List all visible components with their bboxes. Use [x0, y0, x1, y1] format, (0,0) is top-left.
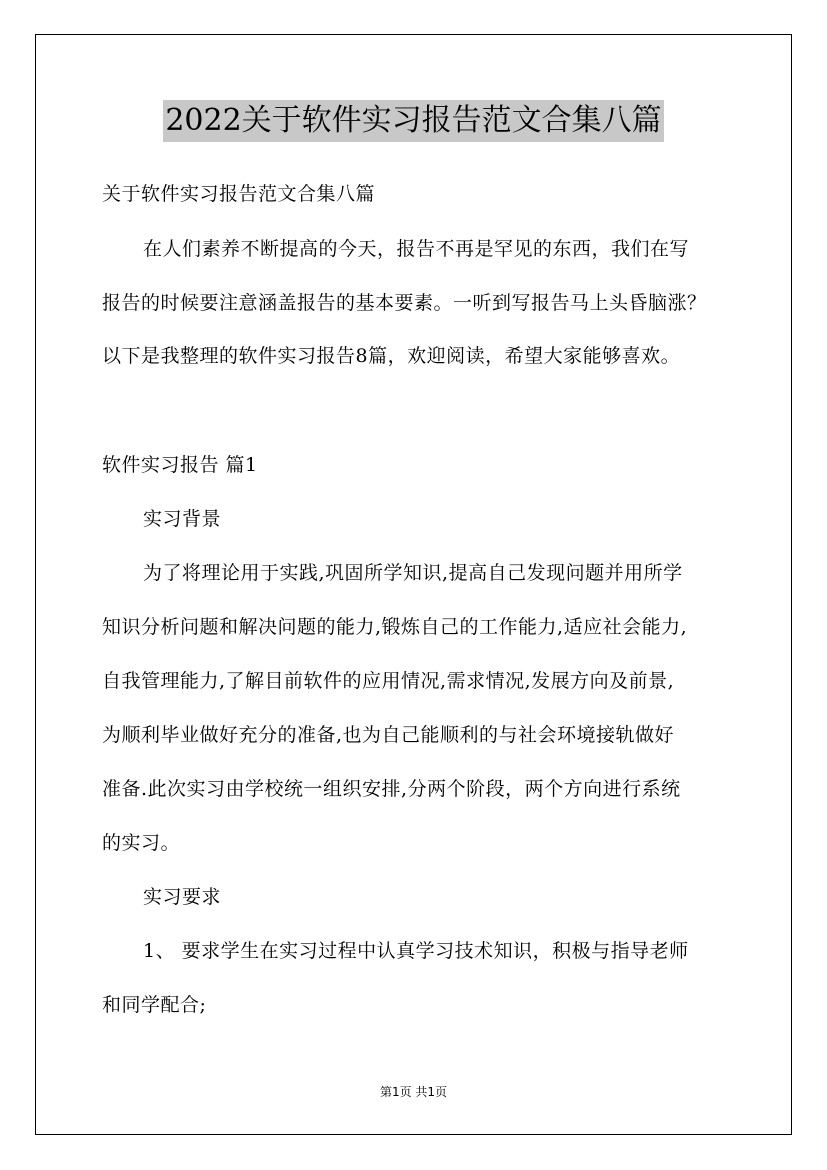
background-line-5: 准备.此次实习由学校统一组织安排,分两个阶段，两个方向进行系统: [102, 778, 681, 800]
background-line-2: 知识分析问题和解决问题的能力,锻炼自己的工作能力,适应社会能力,: [102, 616, 688, 638]
requirement-line-2: 和同学配合;: [102, 994, 207, 1016]
title-container: [0, 100, 827, 142]
requirements-heading: 实习要求: [143, 886, 222, 908]
background-line-1: 为了将理论用于实践,巩固所学知识,提高自己发现问题并用所学: [143, 562, 683, 584]
background-line-4: 为顺利毕业做好充分的准备,也为自己能顺利的与社会环境接轨做好: [102, 724, 675, 746]
page-footer: 第1页 共1页: [379, 1085, 448, 1099]
background-line-6: 的实习。: [102, 832, 181, 854]
background-line-3: 自我管理能力,了解目前软件的应用情况,需求情况,发展方向及前景,: [102, 670, 675, 692]
requirement-line-1: 1、 要求学生在实习过程中认真学习技术知识，积极与指导老师: [143, 940, 689, 962]
intro-line-3: 以下是我整理的软件实习报告8篇，欢迎阅读，希望大家能够喜欢。: [102, 345, 681, 367]
section-heading: 软件实习报告 篇1: [102, 454, 258, 476]
document-subtitle: 关于软件实习报告范文合集八篇: [102, 183, 376, 205]
document-title: 2022关于软件实习报告范文合集八篇: [163, 100, 663, 142]
intro-line-2: 报告的时候要注意涵盖报告的基本要素。一听到写报告马上头昏脑涨？: [102, 292, 707, 314]
intro-line-1: 在人们素养不断提高的今天，报告不再是罕见的东西，我们在写: [143, 238, 690, 260]
background-heading: 实习背景: [143, 508, 222, 530]
